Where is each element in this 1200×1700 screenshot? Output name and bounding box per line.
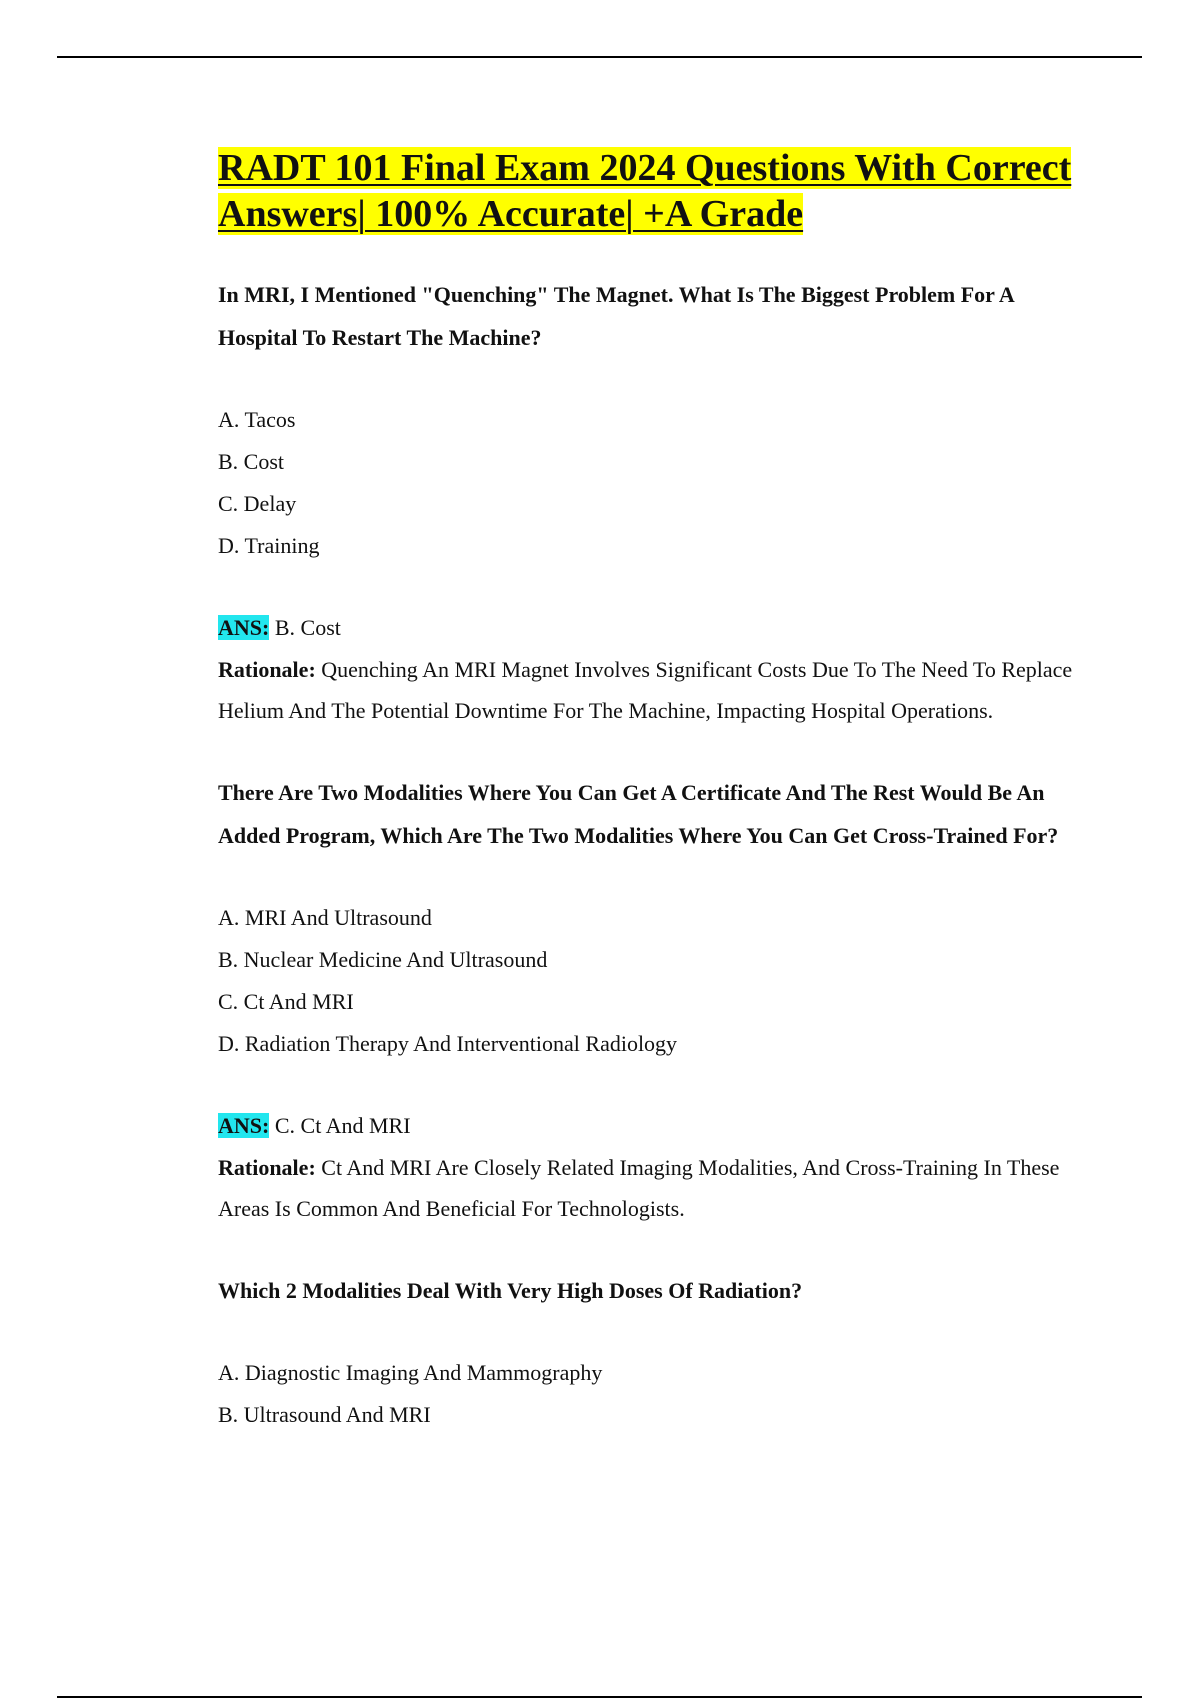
rationale-label: Rationale: bbox=[218, 657, 316, 682]
option-d: D. Training bbox=[218, 533, 320, 558]
question-block-1 bbox=[218, 273, 1078, 731]
option-b: B. Ultrasound And MRI bbox=[218, 1402, 431, 1427]
answer-line bbox=[218, 1105, 1078, 1147]
option-a: A. Tacos bbox=[218, 407, 296, 432]
bottom-rule bbox=[57, 1696, 1142, 1698]
question-block-3 bbox=[218, 1269, 1078, 1436]
rationale-line bbox=[218, 649, 1078, 731]
option-c: C. Delay bbox=[218, 491, 297, 516]
top-rule bbox=[57, 56, 1142, 58]
document-title-text: RADT 101 Final Exam 2024 Questions With Correct Answers| 100% Accurate| +A Grade bbox=[218, 147, 1072, 235]
option-b: B. Nuclear Medicine And Ultrasound bbox=[218, 947, 548, 972]
rationale-text: Quenching An MRI Magnet Involves Significant Costs Due To The Need To Replace Helium And The Potential Downtime For The Machine, Impacting Hospital Operations. bbox=[218, 657, 1073, 723]
ans-label: ANS: bbox=[218, 615, 270, 640]
question-text: Which 2 Modalities Deal With Very High Doses Of Radiation? bbox=[218, 1278, 803, 1303]
option-c: C. Ct And MRI bbox=[218, 989, 354, 1014]
question-text: In MRI, I Mentioned "Quenching" The Magnet. What Is The Biggest Problem For A Hospital To Restart The Machine? bbox=[218, 282, 1014, 350]
rationale-label: Rationale: bbox=[218, 1155, 316, 1180]
document-title bbox=[218, 145, 1078, 237]
question-text: There Are Two Modalities Where You Can Get A Certificate And The Rest Would Be An Added Program, Which Are The Two Modalities Where You Can Get Cross-Trained For? bbox=[218, 780, 1059, 848]
question-block-2 bbox=[218, 771, 1078, 1229]
answer-line bbox=[218, 607, 1078, 649]
rationale-line bbox=[218, 1147, 1078, 1229]
option-d: D. Radiation Therapy And Interventional Radiology bbox=[218, 1031, 678, 1056]
document-body bbox=[218, 145, 1078, 1476]
rationale-text: Ct And MRI Are Closely Related Imaging Modalities, And Cross-Training In These Areas Is Common And Beneficial For Technologists. bbox=[218, 1155, 1060, 1221]
option-list bbox=[218, 1352, 1078, 1436]
option-a: A. Diagnostic Imaging And Mammography bbox=[218, 1360, 603, 1385]
ans-label: ANS: bbox=[218, 1113, 270, 1138]
option-list bbox=[218, 897, 1078, 1065]
option-list bbox=[218, 399, 1078, 567]
option-b: B. Cost bbox=[218, 449, 285, 474]
answer-text: B. Cost bbox=[274, 615, 341, 640]
option-a: A. MRI And Ultrasound bbox=[218, 905, 432, 930]
answer-text: C. Ct And MRI bbox=[274, 1113, 411, 1138]
